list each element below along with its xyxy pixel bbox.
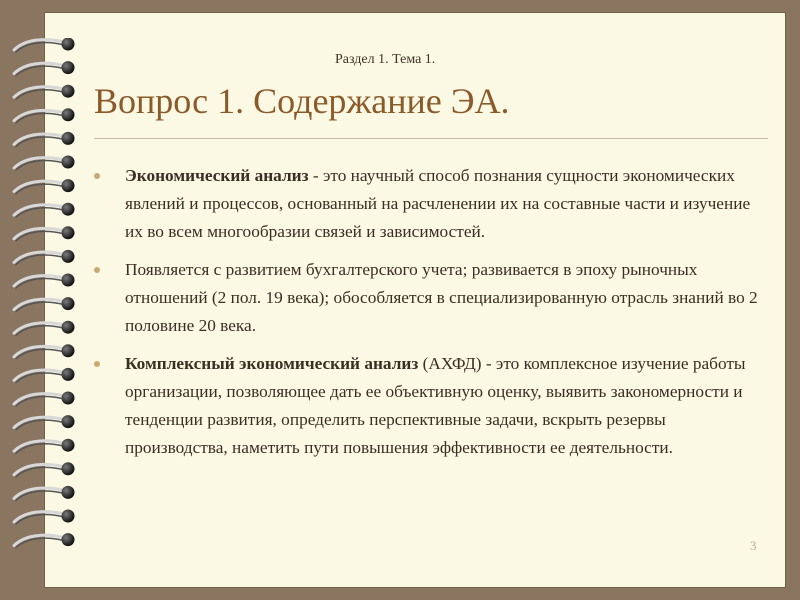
spiral-binding-ring-icon <box>14 132 75 147</box>
spiral-binding-ring-icon <box>14 462 75 477</box>
spiral-binding-ring-icon <box>14 297 75 312</box>
spiral-binding-ring-icon <box>14 533 75 548</box>
spiral-binding-ring-icon <box>14 179 75 194</box>
slide-heading: Вопрос 1. Содержание ЭА. <box>94 81 510 121</box>
spiral-binding-ring-icon <box>14 85 75 100</box>
bullet-item <box>94 350 770 462</box>
spiral-binding-ring-icon <box>14 368 75 383</box>
bullet-term: Экономический анализ <box>125 166 309 185</box>
bullet-text: (АХФД) - это комплексное изучение работы организации, позволяющее дать ее объективную оценку, выявить закономерности и тенденции развития, определить перспективные задачи, вскрыть резервы производства, наметить пути повышения эффективности ее деятельности. <box>125 354 746 457</box>
bullet-term: Комплексный экономический анализ <box>125 354 419 373</box>
spiral-binding-ring-icon <box>14 226 75 241</box>
spiral-binding-ring-icon <box>14 61 75 76</box>
section-label: Раздел 1. Тема 1. <box>335 52 436 67</box>
spiral-binding-ring-icon <box>14 392 75 407</box>
spiral-binding-ring-icon <box>14 274 75 289</box>
bullet-text: Появляется с развитием бухгалтерского учета; развивается в эпоху рыночных отношений (2 пол. 19 века); обособляется в специализированную отрасль знаний во 2 половине 20 века. <box>125 260 758 335</box>
spiral-binding-ring-icon <box>14 38 75 52</box>
spiral-binding-ring-icon <box>14 321 75 336</box>
bullet-list <box>94 162 770 472</box>
spiral-binding-ring-icon <box>14 108 75 123</box>
spiral-binding-ring-icon <box>14 156 75 171</box>
spiral-binding <box>8 38 80 578</box>
bullet-dot-icon <box>94 361 100 367</box>
page-number: 3 <box>750 538 757 553</box>
heading-divider <box>94 138 768 139</box>
spiral-binding-ring-icon <box>14 415 75 430</box>
spiral-binding-ring-icon <box>14 510 75 525</box>
bullet-dot-icon <box>94 173 100 179</box>
spiral-binding-ring-icon <box>14 439 75 454</box>
bullet-item <box>94 162 770 246</box>
spiral-binding-ring-icon <box>14 344 75 359</box>
bullet-text: - это научный способ познания сущности экономических явлений и процессов, основанный на расчленении их на составные части и изучение их во всем многообразии связей и зависимостей. <box>125 166 751 241</box>
bullet-item <box>94 256 770 340</box>
spiral-binding-ring-icon <box>14 486 75 501</box>
spiral-binding-ring-icon <box>14 250 75 265</box>
spiral-binding-ring-icon <box>14 203 75 218</box>
bullet-dot-icon <box>94 267 100 273</box>
